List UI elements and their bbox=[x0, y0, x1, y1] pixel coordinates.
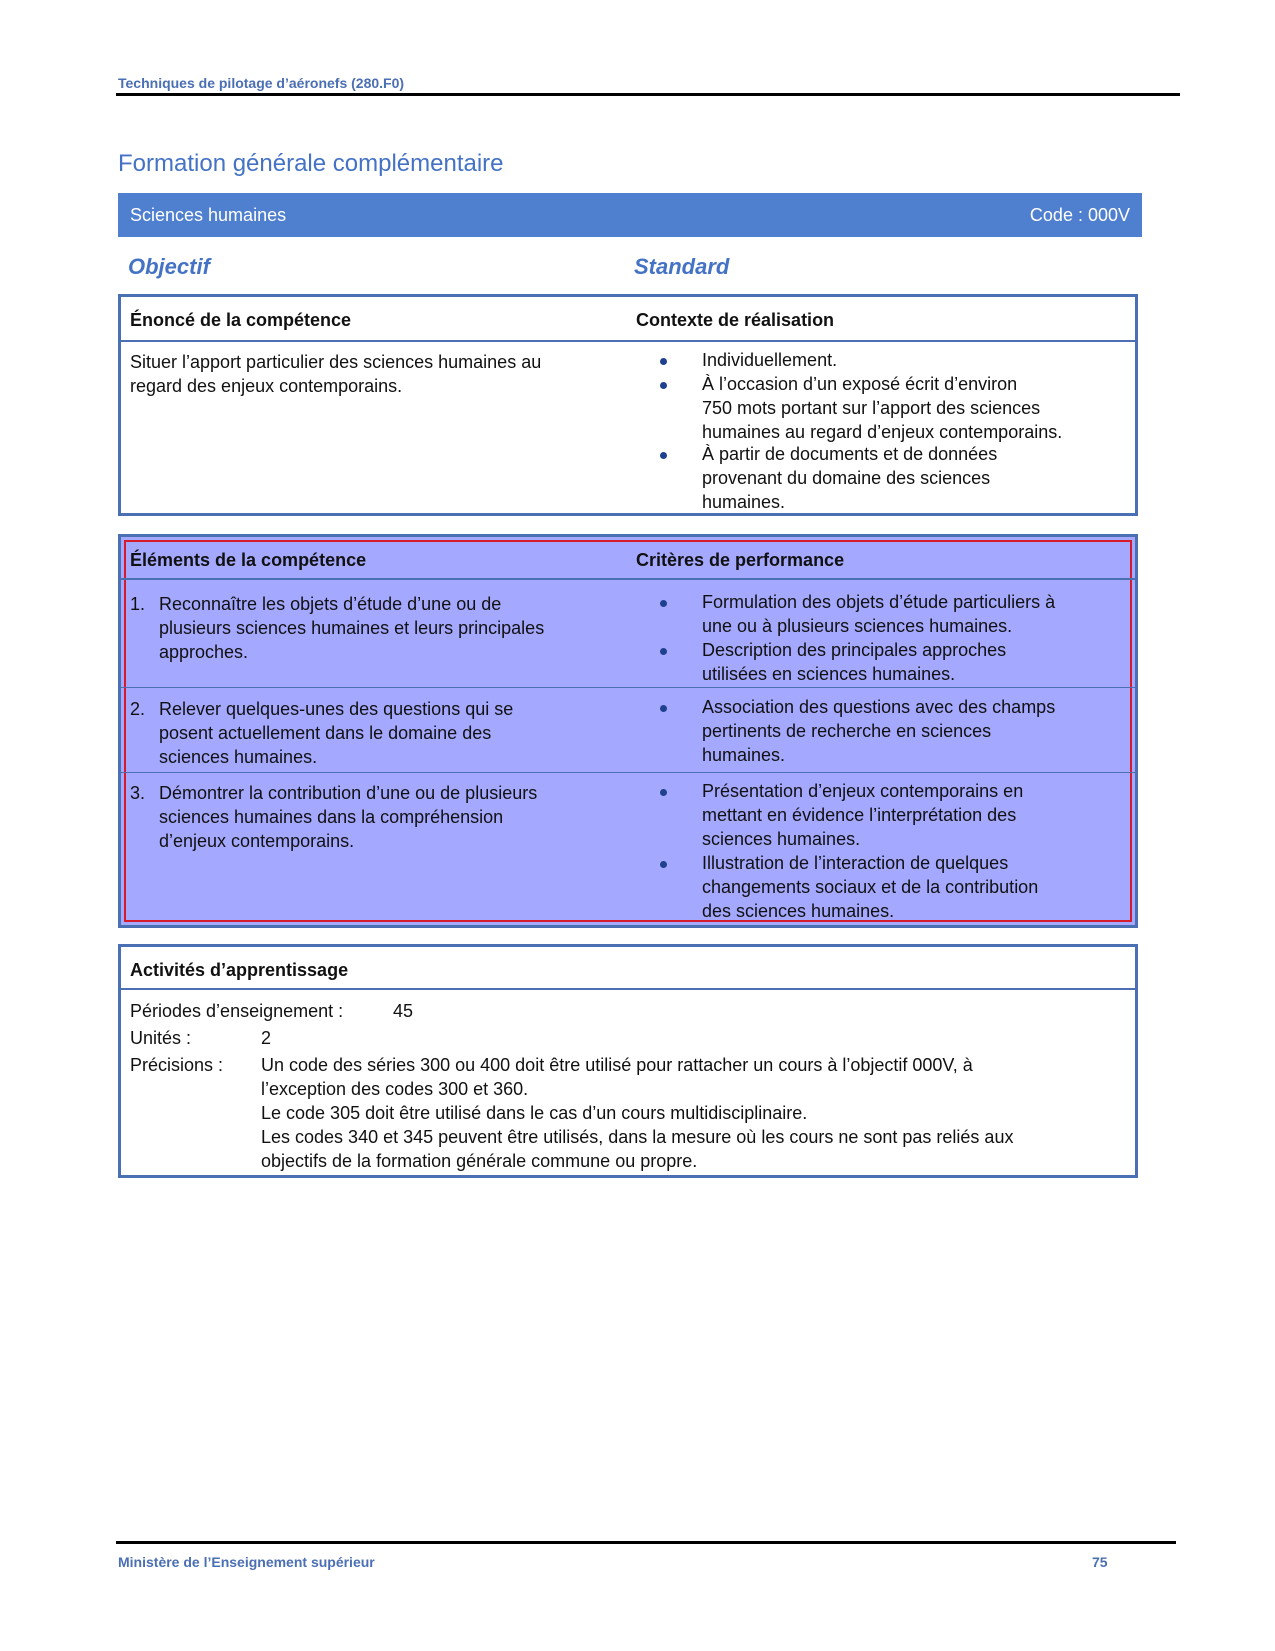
critere-item bbox=[702, 590, 1055, 638]
unites-value: 2 bbox=[261, 1028, 272, 1048]
element-line: d’enjeux contemporains. bbox=[159, 831, 355, 851]
enonce-text bbox=[130, 350, 610, 398]
elements-box bbox=[118, 534, 1138, 928]
element-line: sciences humaines. bbox=[159, 747, 318, 767]
element-line: Reconnaître les objets d’étude d’une ou de bbox=[159, 594, 502, 614]
elements-head-row bbox=[121, 537, 1135, 580]
critere-line: changements sociaux et de la contribution bbox=[702, 877, 1039, 897]
critere-line: utilisées en sciences humaines. bbox=[702, 664, 956, 684]
page-number: 75 bbox=[1092, 1554, 1108, 1570]
critere-item bbox=[702, 695, 1055, 767]
critere-line: sciences humaines. bbox=[702, 829, 861, 849]
bullet-icon bbox=[660, 358, 667, 365]
critere-line: une ou à plusieurs sciences humaines. bbox=[702, 616, 1013, 636]
contexte-line: Individuellement. bbox=[702, 350, 838, 370]
element-text bbox=[159, 697, 513, 769]
critere-line: Description des principales approches bbox=[702, 640, 1007, 660]
bullet-icon bbox=[660, 861, 667, 868]
element-line: plusieurs sciences humaines et leurs principales bbox=[159, 618, 545, 638]
element-line: posent actuellement dans le domaine des bbox=[159, 723, 492, 743]
competence-box bbox=[118, 294, 1138, 516]
contexte-label: Contexte de réalisation bbox=[636, 310, 835, 330]
precision-line: l’exception des codes 300 et 360. bbox=[261, 1079, 529, 1099]
contexte-line: 750 mots portant sur l’apport des sciences bbox=[702, 398, 1041, 418]
critere-item bbox=[702, 851, 1038, 923]
critere-line: Illustration de l’interaction de quelques bbox=[702, 853, 1009, 873]
critere-line: pertinents de recherche en sciences bbox=[702, 721, 992, 741]
footer-ministry: Ministère de l’Enseignement supérieur bbox=[118, 1554, 375, 1570]
element-line: Relever quelques-unes des questions qui se bbox=[159, 699, 514, 719]
contexte-item bbox=[702, 348, 837, 372]
bullet-icon bbox=[660, 648, 667, 655]
periodes-value: 45 bbox=[393, 1001, 414, 1021]
critere-line: des sciences humaines. bbox=[702, 901, 895, 921]
criteres-label: Critères de performance bbox=[636, 550, 845, 570]
subject-bar bbox=[118, 193, 1142, 237]
program-header: Techniques de pilotage d’aéronefs (280.F0) bbox=[118, 75, 405, 91]
precision-line: objectifs de la formation générale commune ou propre. bbox=[261, 1151, 698, 1171]
contexte-line: À partir de documents et de données bbox=[702, 444, 998, 464]
precision-line: Le code 305 doit être utilisé dans le cas d’un cours multidisciplinaire. bbox=[261, 1103, 808, 1123]
section-title: Formation générale complémentaire bbox=[118, 150, 504, 177]
bullet-icon bbox=[660, 600, 667, 607]
critere-line: Présentation d’enjeux contemporains en bbox=[702, 781, 1024, 801]
element-number: 1. bbox=[130, 594, 146, 614]
precision-line: Les codes 340 et 345 peuvent être utilisés, dans la mesure où les cours ne sont pas reliés aux bbox=[261, 1127, 1014, 1147]
row-separator bbox=[121, 687, 1135, 688]
enonce-label: Énoncé de la compétence bbox=[130, 310, 352, 330]
bullet-icon bbox=[660, 452, 667, 459]
critere-line: humaines. bbox=[702, 745, 786, 765]
element-line: Démontrer la contribution d’une ou de plusieurs bbox=[159, 783, 538, 803]
activites-head-row bbox=[121, 947, 1135, 990]
bullet-icon bbox=[660, 705, 667, 712]
critere-line: Formulation des objets d’étude particuliers à bbox=[702, 592, 1056, 612]
header-rule bbox=[116, 93, 1180, 96]
element-line: sciences humaines dans la compréhension bbox=[159, 807, 504, 827]
bullet-icon bbox=[660, 382, 667, 389]
element-line: approches. bbox=[159, 642, 249, 662]
contexte-line: provenant du domaine des sciences bbox=[702, 468, 991, 488]
competence-head-row bbox=[121, 297, 1135, 342]
precisions-text bbox=[261, 1053, 1131, 1173]
unites-label: Unités : bbox=[130, 1028, 192, 1048]
critere-item bbox=[702, 638, 1006, 686]
contexte-item bbox=[702, 442, 997, 514]
periodes-label: Périodes d’enseignement : bbox=[130, 1001, 344, 1021]
enonce-line: regard des enjeux contemporains. bbox=[130, 376, 403, 396]
critere-line: Association des questions avec des champs bbox=[702, 697, 1056, 717]
enonce-line: Situer l’apport particulier des sciences humaines au bbox=[130, 352, 542, 372]
standard-heading: Standard bbox=[634, 254, 730, 279]
activites-label: Activités d’apprentissage bbox=[130, 960, 349, 980]
element-number: 3. bbox=[130, 783, 146, 803]
critere-line: mettant en évidence l’interprétation des bbox=[702, 805, 1017, 825]
footer-rule bbox=[116, 1541, 1176, 1544]
element-number: 2. bbox=[130, 699, 146, 719]
subject-name: Sciences humaines bbox=[130, 205, 287, 225]
contexte-line: À l’occasion d’un exposé écrit d’environ bbox=[702, 374, 1018, 394]
contexte-line: humaines. bbox=[702, 492, 786, 512]
objectif-heading: Objectif bbox=[128, 254, 210, 279]
bullet-icon bbox=[660, 789, 667, 796]
precisions-label: Précisions : bbox=[130, 1055, 224, 1075]
precision-line: Un code des séries 300 ou 400 doit être utilisé pour rattacher un cours à l’objectif 000V, à bbox=[261, 1055, 973, 1075]
element-text bbox=[159, 592, 544, 664]
subject-code: Code : 000V bbox=[1029, 205, 1130, 225]
activites-box bbox=[118, 944, 1138, 1178]
row-separator bbox=[121, 772, 1135, 773]
critere-item bbox=[702, 779, 1023, 851]
element-text bbox=[159, 781, 537, 853]
contexte-item bbox=[702, 372, 1062, 444]
elements-label: Éléments de la compétence bbox=[130, 550, 367, 570]
contexte-line: humaines au regard d’enjeux contemporains. bbox=[702, 422, 1063, 442]
